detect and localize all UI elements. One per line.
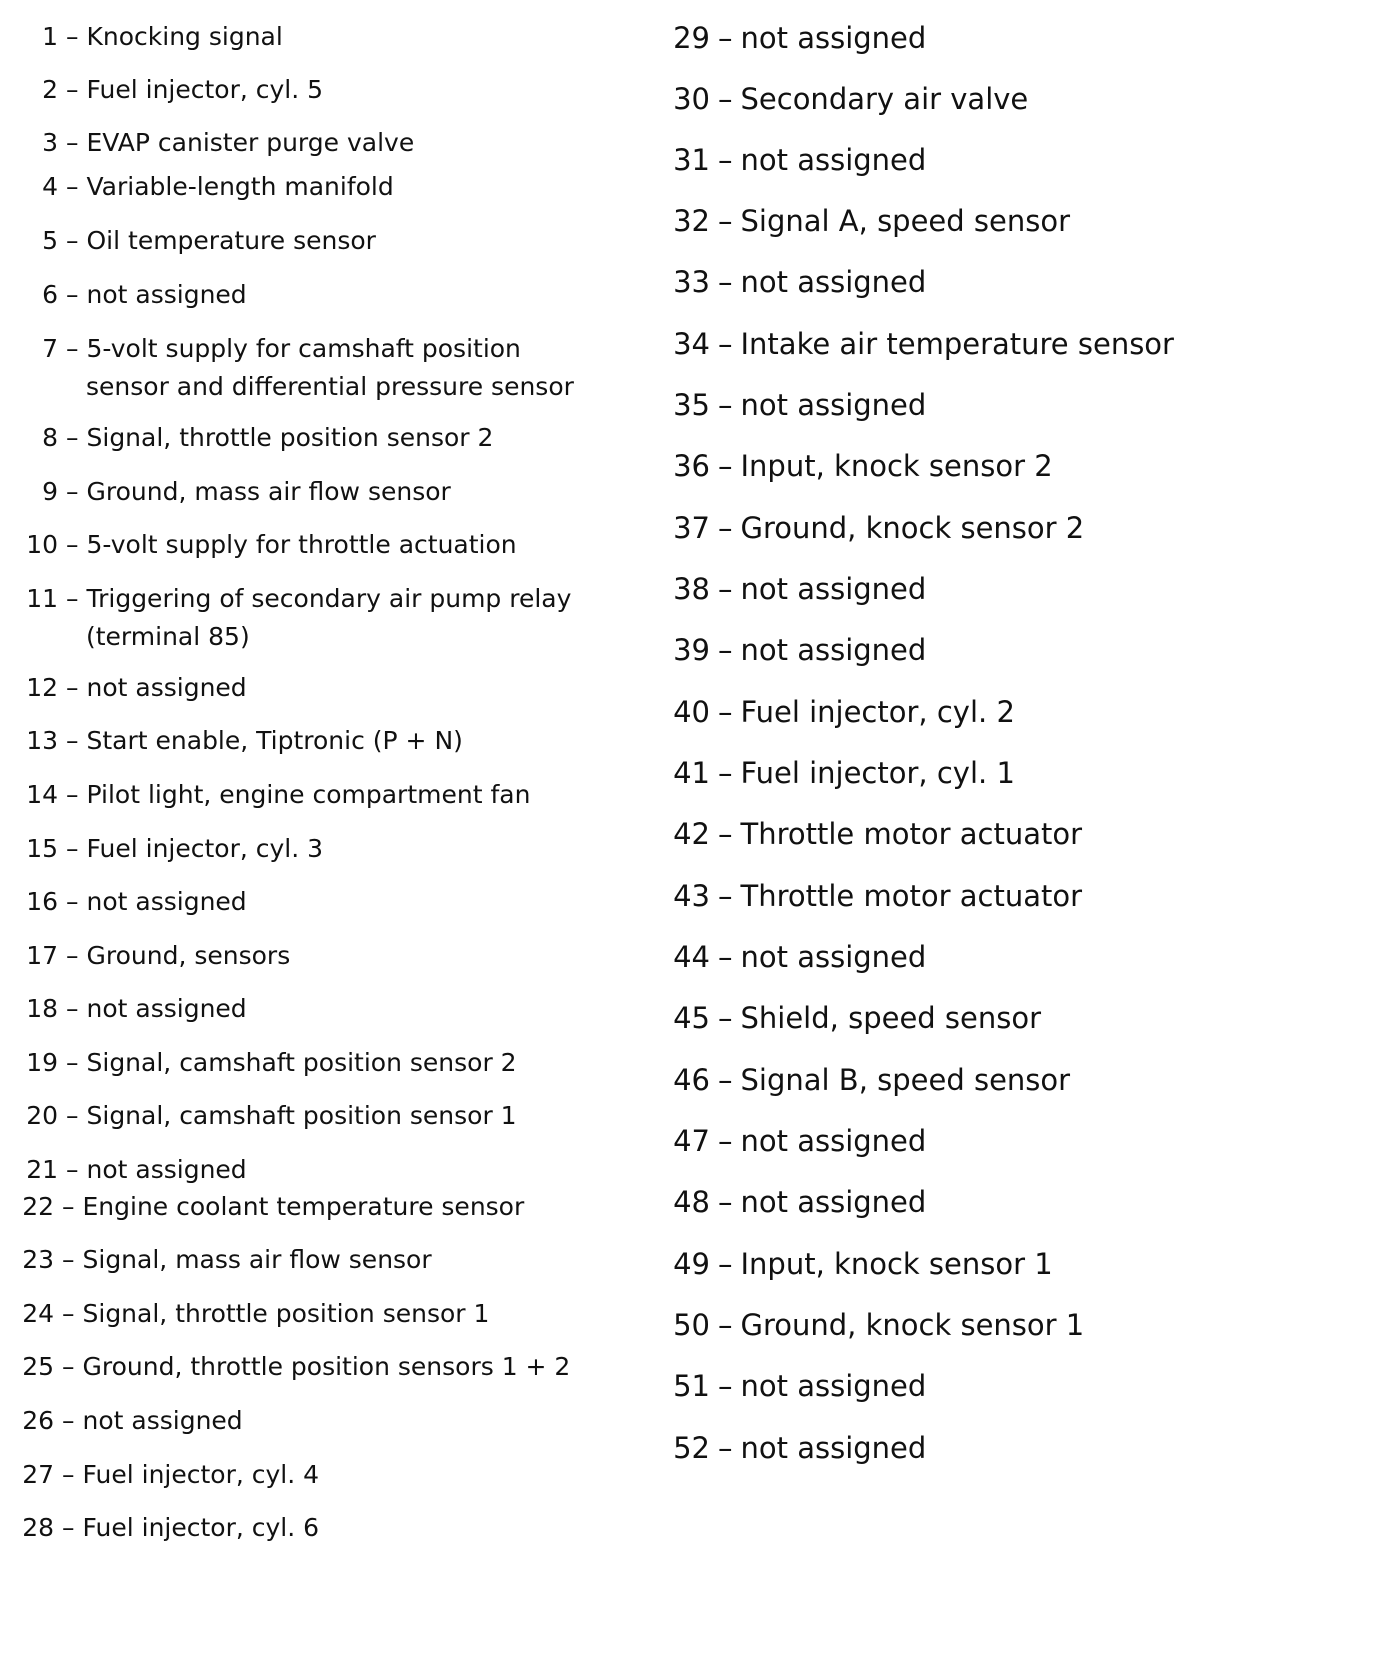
pin-description: not assigned [86,994,247,1023]
pin-description: not assigned [740,633,927,667]
pin-number: 50 [673,1308,710,1342]
pin-description: not assigned [740,21,927,55]
pin-number: 44 [673,940,710,974]
pin-description: Ground, sensors [86,941,291,970]
pin-23-entry [0,1241,432,1279]
pin-description: Signal, throttle position sensor 1 [82,1299,490,1328]
separator-dash: – [66,280,79,309]
pin-40-entry [640,692,1015,732]
separator-dash: – [718,143,733,177]
pin-description: Fuel injector, cyl. 3 [86,834,324,863]
separator-dash: – [718,633,733,667]
pin-description: not assigned [740,265,927,299]
pin-description: Signal, mass air flow sensor [82,1245,432,1274]
pin-number: 29 [673,21,710,55]
pin-description: Pilot light, engine compartment fan [86,780,531,809]
pin-description: Start enable, Tiptronic (P + N) [86,726,463,755]
separator-dash: – [66,1101,79,1130]
pin-21-entry [0,1151,247,1189]
pin-number: 47 [673,1124,710,1158]
pin-48-entry [640,1182,926,1222]
pin-number: 32 [673,204,710,238]
pin-number: 14 [26,780,58,809]
pin-description: not assigned [740,572,927,606]
separator-dash: – [718,1124,733,1158]
pin-26-entry [0,1402,243,1440]
separator-dash: – [62,1299,75,1328]
pin-number: 28 [22,1513,54,1542]
pin-number: 26 [22,1406,54,1435]
pin-description: Signal, throttle position sensor 2 [86,423,494,452]
pin-14-entry [0,776,530,814]
pin-description: Ground, mass air flow sensor [86,477,451,506]
separator-dash: – [718,204,733,238]
separator-dash: – [66,994,79,1023]
pin-description: Throttle motor actuator [740,817,1083,851]
pin-1-entry [0,18,283,56]
separator-dash: – [62,1352,75,1381]
pin-description: not assigned [740,388,927,422]
separator-dash: – [66,887,79,916]
separator-dash: – [718,1308,733,1342]
pin-number: 20 [26,1101,58,1130]
separator-dash: – [66,1155,79,1184]
pin-37-entry [640,508,1084,548]
pin-number: 31 [673,143,710,177]
separator-dash: – [66,334,79,363]
pin-description: EVAP canister purge valve [86,128,415,157]
pin-description: Signal, camshaft position sensor 2 [86,1048,517,1077]
separator-dash: – [66,423,79,452]
pin-3-entry [0,124,414,162]
pin-number: 15 [26,834,58,863]
pin-number: 42 [673,817,710,851]
pin-description: Variable-length manifold [86,172,394,201]
separator-dash: – [718,1431,733,1465]
pin-31-entry [640,140,926,180]
pin-7-entry [0,330,574,406]
pin-description: not assigned [86,673,247,702]
pin-42-entry [640,814,1082,854]
pin-number: 19 [26,1048,58,1077]
pin-6-entry [0,276,247,314]
separator-dash: – [718,756,733,790]
pin-36-entry [640,446,1053,486]
pin-description: Fuel injector, cyl. 2 [740,695,1015,729]
separator-dash: – [718,388,733,422]
pin-description: not assigned [86,887,247,916]
pin-44-entry [640,937,926,977]
pin-description: Ground, knock sensor 1 [740,1308,1085,1342]
separator-dash: – [718,449,733,483]
pin-19-entry [0,1044,517,1082]
pin-description: 5-volt supply for throttle actuation [86,530,517,559]
pin-number: 11 [26,584,58,613]
pin-number: 9 [42,477,58,506]
pin-number: 52 [673,1431,710,1465]
separator-dash: – [62,1513,75,1542]
pin-38-entry [640,569,926,609]
pin-number: 21 [26,1155,58,1184]
separator-dash: – [66,584,79,613]
pin-description-continuation: (terminal 85) [86,622,250,651]
pin-description: not assigned [82,1406,243,1435]
separator-dash: – [718,1369,733,1403]
pin-number: 17 [26,941,58,970]
pin-22-entry [0,1188,524,1226]
pin-15-entry [0,830,323,868]
pin-17-entry [0,937,290,975]
pin-16-entry [0,883,247,921]
pin-description: Throttle motor actuator [740,879,1083,913]
pin-number: 49 [673,1247,710,1281]
pin-description: Ground, knock sensor 2 [740,511,1085,545]
pin-description: Knocking signal [86,22,283,51]
pin-description: Input, knock sensor 1 [740,1247,1053,1281]
pin-description: Shield, speed sensor [740,1001,1042,1035]
pin-description: Oil temperature sensor [86,226,376,255]
pin-number: 5 [42,226,58,255]
separator-dash: – [62,1406,75,1435]
separator-dash: – [718,1247,733,1281]
pin-4-entry [0,168,394,206]
separator-dash: – [66,1048,79,1077]
pin-number: 8 [42,423,58,452]
separator-dash: – [66,726,79,755]
pin-30-entry [640,79,1028,119]
separator-dash: – [62,1192,75,1221]
pin-description: Ground, throttle position sensors 1 + 2 [82,1352,571,1381]
separator-dash: – [718,327,733,361]
pin-description: Intake air temperature sensor [740,327,1174,361]
pin-description: Signal B, speed sensor [740,1063,1071,1097]
pin-number: 48 [673,1185,710,1219]
pin-46-entry [640,1060,1070,1100]
pin-description: Fuel injector, cyl. 5 [86,75,324,104]
pin-number: 7 [42,334,58,363]
pin-description: not assigned [740,1185,927,1219]
separator-dash: – [66,226,79,255]
pin-52-entry [640,1428,926,1468]
pin-number: 34 [673,327,710,361]
pin-51-entry [640,1366,926,1406]
pin-13-entry [0,722,463,760]
pin-number: 39 [673,633,710,667]
separator-dash: – [66,22,79,51]
pin-number: 2 [42,75,58,104]
pin-number: 16 [26,887,58,916]
pin-49-entry [640,1244,1053,1284]
pin-description: Fuel injector, cyl. 1 [740,756,1015,790]
pin-description: not assigned [740,940,927,974]
pin-20-entry [0,1097,517,1135]
pin-5-entry [0,222,376,260]
separator-dash: – [718,1001,733,1035]
separator-dash: – [718,1185,733,1219]
pin-number: 23 [22,1245,54,1274]
pin-description: not assigned [740,143,927,177]
pin-description: not assigned [86,1155,247,1184]
pin-35-entry [640,385,926,425]
pin-39-entry [640,630,926,670]
pin-number: 37 [673,511,710,545]
pin-number: 40 [673,695,710,729]
pin-number: 12 [26,673,58,702]
pin-number: 35 [673,388,710,422]
pin-number: 27 [22,1460,54,1489]
separator-dash: – [718,879,733,913]
pin-number: 45 [673,1001,710,1035]
pin-number: 33 [673,265,710,299]
pin-47-entry [640,1121,926,1161]
separator-dash: – [718,695,733,729]
pin-25-entry [0,1348,570,1386]
pin-24-entry [0,1295,489,1333]
separator-dash: – [718,265,733,299]
pin-10-entry [0,526,517,564]
pin-number: 13 [26,726,58,755]
pin-number: 51 [673,1369,710,1403]
pin-33-entry [640,262,926,302]
pin-number: 41 [673,756,710,790]
pin-number: 30 [673,82,710,116]
pin-18-entry [0,990,247,1028]
separator-dash: – [718,82,733,116]
pin-number: 36 [673,449,710,483]
pin-number: 1 [42,22,58,51]
pin-number: 38 [673,572,710,606]
pin-description: Fuel injector, cyl. 4 [82,1460,320,1489]
separator-dash: – [62,1460,75,1489]
pin-number: 10 [26,530,58,559]
separator-dash: – [66,128,79,157]
separator-dash: – [718,817,733,851]
pin-description: Signal A, speed sensor [740,204,1071,238]
pin-description: Secondary air valve [740,82,1029,116]
separator-dash: – [718,572,733,606]
separator-dash: – [62,1245,75,1274]
pin-description: not assigned [86,280,247,309]
pin-34-entry [640,324,1174,364]
pin-number: 43 [673,879,710,913]
pin-description: Input, knock sensor 2 [740,449,1053,483]
pin-number: 22 [22,1192,54,1221]
separator-dash: – [66,780,79,809]
pin-45-entry [640,998,1041,1038]
separator-dash: – [66,530,79,559]
pin-32-entry [640,201,1070,241]
pin-number: 18 [26,994,58,1023]
pin-description: 5-volt supply for camshaft position [86,334,521,363]
pin-number: 24 [22,1299,54,1328]
pin-number: 3 [42,128,58,157]
pin-11-entry [0,580,571,656]
pin-28-entry [0,1509,319,1547]
separator-dash: – [718,1063,733,1097]
separator-dash: – [66,941,79,970]
pin-41-entry [640,753,1015,793]
pin-number: 6 [42,280,58,309]
pin-description: Triggering of secondary air pump relay [86,584,572,613]
separator-dash: – [66,172,79,201]
pin-description: not assigned [740,1431,927,1465]
separator-dash: – [66,673,79,702]
pin-description-continuation: sensor and differential pressure sensor [86,372,574,401]
pin-9-entry [0,473,451,511]
pin-12-entry [0,669,247,707]
pin-50-entry [640,1305,1084,1345]
pin-number: 46 [673,1063,710,1097]
pin-description: not assigned [740,1369,927,1403]
separator-dash: – [718,511,733,545]
separator-dash: – [718,940,733,974]
pin-description: Engine coolant temperature sensor [82,1192,525,1221]
pin-description: not assigned [740,1124,927,1158]
pin-description: Fuel injector, cyl. 6 [82,1513,320,1542]
pin-2-entry [0,71,323,109]
pin-number: 4 [42,172,58,201]
pin-43-entry [640,876,1082,916]
pin-8-entry [0,419,493,457]
separator-dash: – [66,477,79,506]
pin-29-entry [640,18,926,58]
separator-dash: – [718,21,733,55]
pin-number: 25 [22,1352,54,1381]
pin-27-entry [0,1456,319,1494]
separator-dash: – [66,75,79,104]
separator-dash: – [66,834,79,863]
pin-description: Signal, camshaft position sensor 1 [86,1101,517,1130]
